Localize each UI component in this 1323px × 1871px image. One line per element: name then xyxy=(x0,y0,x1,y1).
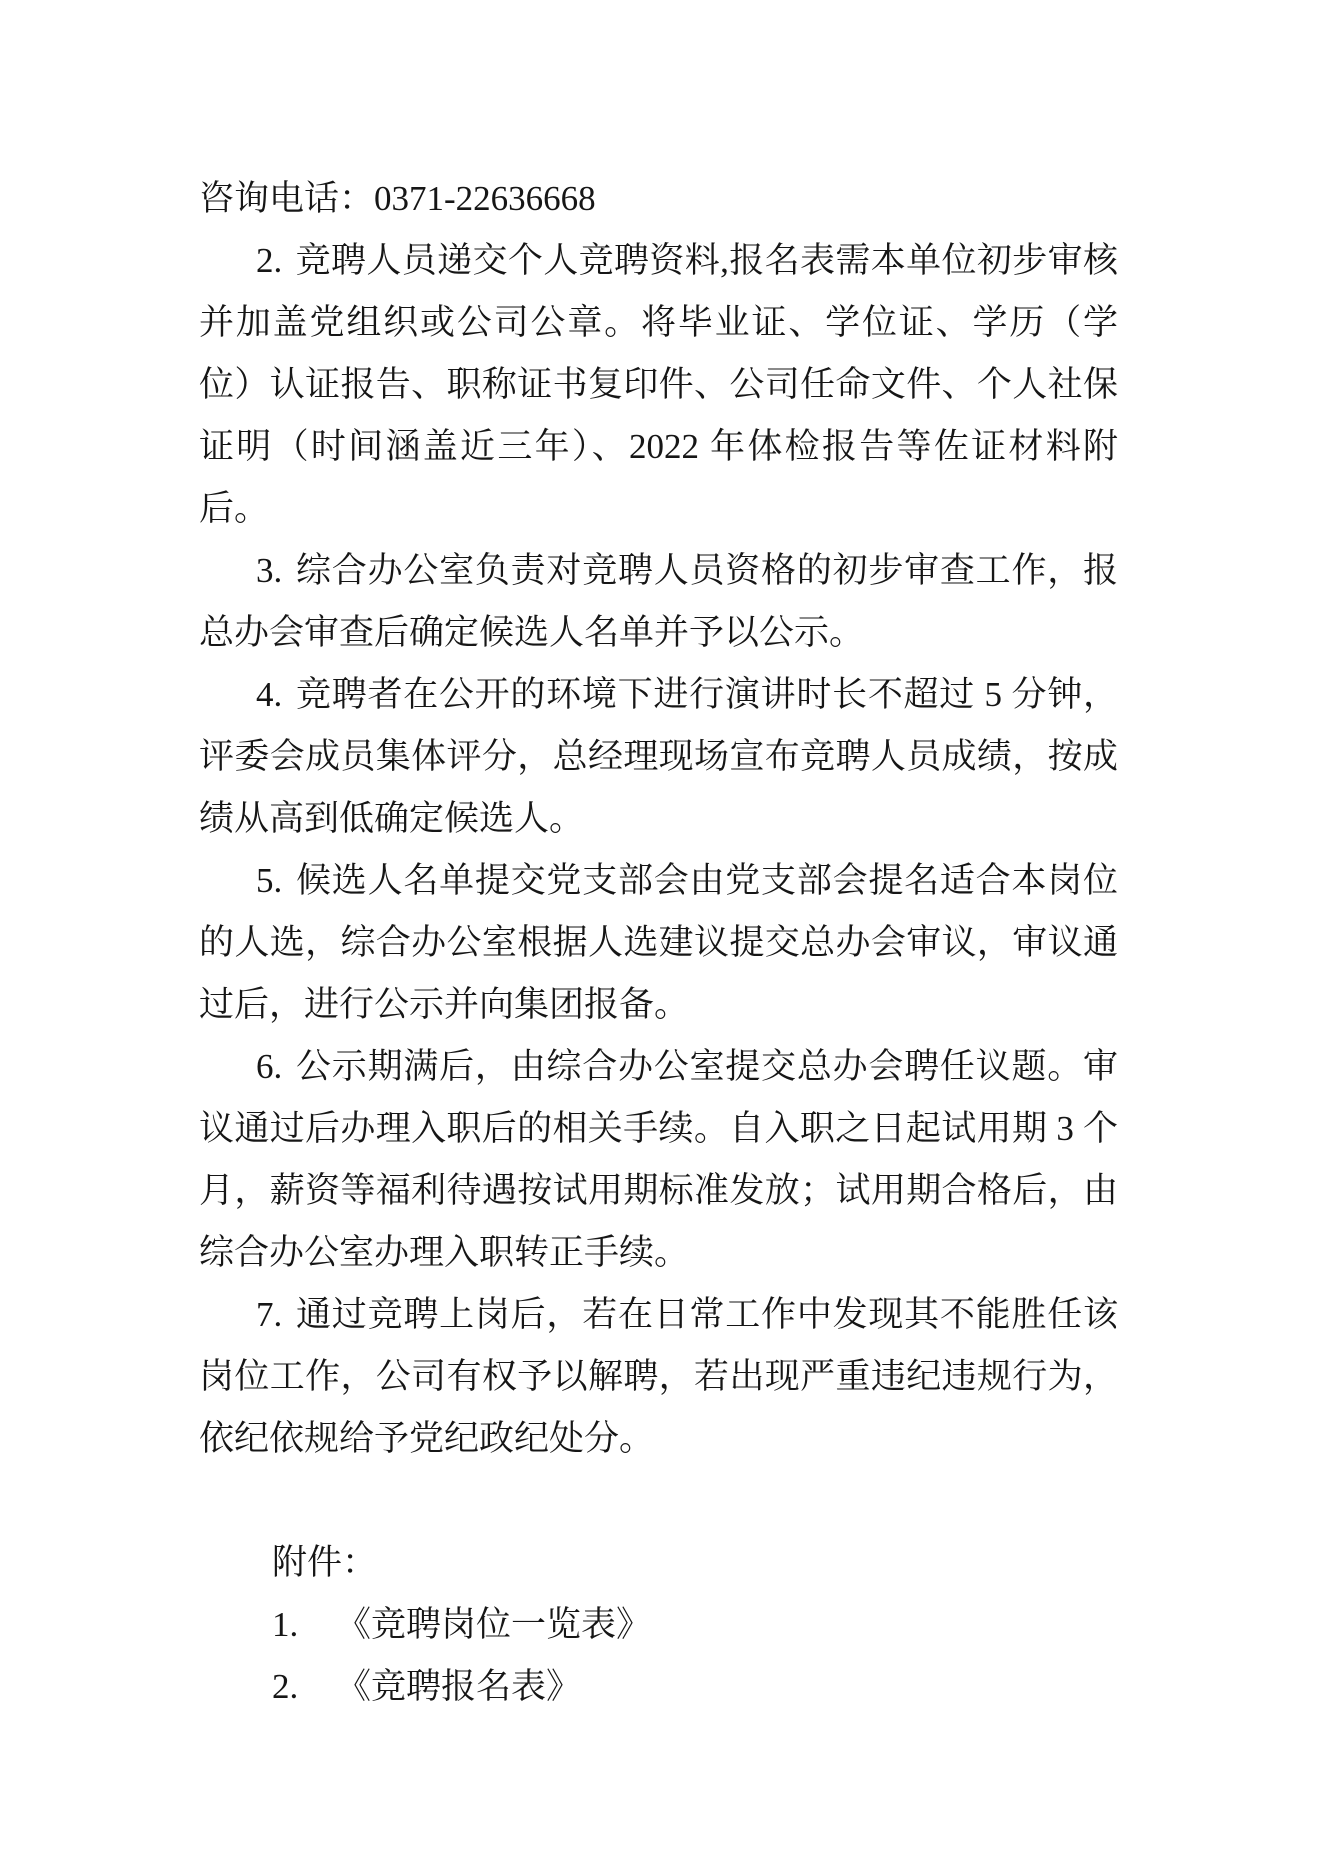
document-body xyxy=(199,168,1118,1718)
attachments-heading: 附件： xyxy=(272,1543,378,1582)
paragraph-7-number: 7. xyxy=(256,1295,283,1334)
paragraph-4-number: 4. xyxy=(256,675,283,714)
paragraph-2-number: 2. xyxy=(256,241,283,280)
paragraph-5-number: 5. xyxy=(256,861,283,900)
paragraph-7-text: 通过竞聘上岗后，若在日常工作中发现其不能胜任该岗位工作，公司有权予以解聘，若出现严重违纪违规行为，依纪依规给予党纪政纪处分。 xyxy=(199,1295,1118,1458)
contact-phone-line: 咨询电话：0371-22636668 xyxy=(199,179,596,218)
paragraph-6 xyxy=(199,1036,1118,1284)
paragraph-4-text: 竞聘者在公开的环境下进行演讲时长不超过 5 分钟，评委会成员集体评分，总经理现场宣布竞聘人员成绩，按成绩从高到低确定候选人。 xyxy=(199,675,1118,838)
blank-line xyxy=(199,1470,1118,1532)
paragraph-3-text: 综合办公室负责对竞聘人员资格的初步审查工作，报总办会审查后确定候选人名单并予以公示。 xyxy=(199,551,1118,652)
paragraph-3 xyxy=(199,540,1118,664)
attachment-1-number: 1. xyxy=(272,1605,299,1644)
attachments-section xyxy=(199,1532,1118,1718)
paragraph-2 xyxy=(199,230,1118,540)
paragraph-6-number: 6. xyxy=(256,1047,283,1086)
paragraph-5 xyxy=(199,850,1118,1036)
paragraph-5-text: 候选人名单提交党支部会由党支部会提名适合本岗位的人选，综合办公室根据人选建议提交总办会审议，审议通过后，进行公示并向集团报备。 xyxy=(199,861,1118,1024)
attachment-item-1 xyxy=(272,1594,1118,1656)
attachment-2-number: 2. xyxy=(272,1667,299,1706)
attachment-1-title: 《竞聘岗位一览表》 xyxy=(336,1605,652,1644)
paragraph-7 xyxy=(199,1284,1118,1470)
paragraph-2-text: 竞聘人员递交个人竞聘资料,报名表需本单位初步审核并加盖党组织或公司公章。将毕业证、学位证、学历（学位）认证报告、职称证书复印件、公司任命文件、个人社保证明（时间涵盖近三年）、2022 年体检报告等佐证材料附后。 xyxy=(199,241,1118,528)
paragraph-6-text: 公示期满后，由综合办公室提交总办会聘任议题。审议通过后办理入职后的相关手续。自入职之日起试用期 3 个月，薪资等福利待遇按试用期标准发放；试用期合格后，由综合办公室办理入职转正手续。 xyxy=(199,1047,1118,1272)
paragraph-3-number: 3. xyxy=(256,551,283,590)
paragraph-4 xyxy=(199,664,1118,850)
attachment-2-title: 《竞聘报名表》 xyxy=(336,1667,582,1706)
attachment-item-2 xyxy=(272,1656,1118,1718)
